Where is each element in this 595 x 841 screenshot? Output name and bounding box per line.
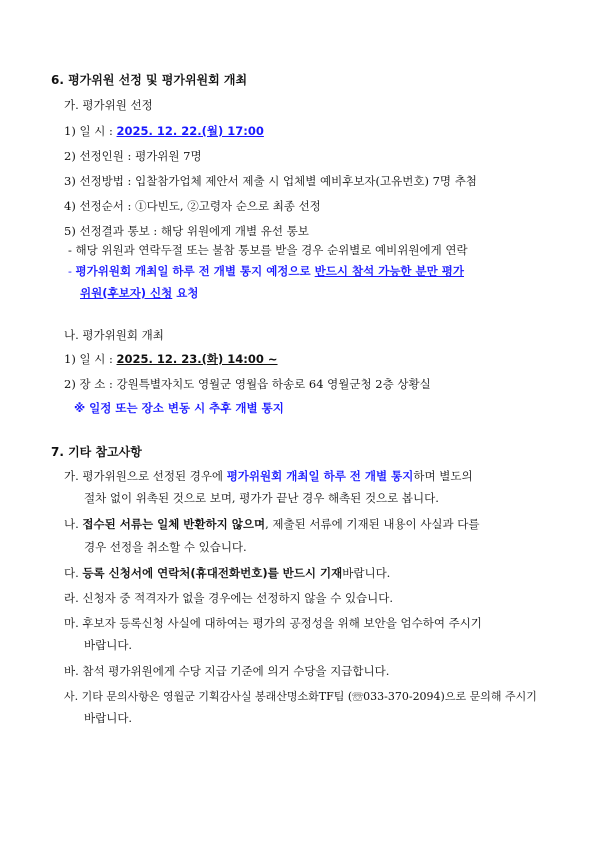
note-item-ba: [64, 664, 389, 679]
note-item-ra: [64, 591, 393, 606]
item-label: 사.: [64, 690, 79, 703]
item-text: 평가위원으로 선정된 경우에: [82, 469, 227, 483]
schedule-change-notice: ※ 일정 또는 장소 변동 시 추후 개별 통지: [74, 401, 284, 415]
item-number: 1): [64, 352, 76, 366]
note-emphasis-underlined: 위원(후보자) 신청: [80, 286, 173, 300]
item-emphasis: 평가위원회 개최일 하루 전 개별 통지: [226, 469, 414, 483]
list-item: [64, 199, 321, 214]
item-text: 장 소 : 강원특별자치도 영월군 영월읍 하송로 64 영월군청 2층 상황실: [79, 377, 431, 391]
item-text: 기타 문의사항은 영월군 기획감사실 봉래산명소화TF팀 (☏033-370-2094)으로 문의해 주시기: [81, 690, 537, 703]
item-number: 1): [64, 124, 76, 138]
note-item-ma-cont: 바랍니다.: [84, 638, 133, 652]
item-text: 바랍니다.: [342, 566, 391, 580]
item-text: 신청자 중 적격자가 없을 경우에는 선정하지 않을 수 있습니다.: [82, 591, 394, 605]
dash: -: [68, 264, 76, 278]
section-6-title: 6. 평가위원 선정 및 평가위원회 개최: [51, 73, 248, 87]
note-emphasis-underlined: 반드시 참석 가능한 분만 평가: [314, 264, 464, 278]
list-item: [64, 377, 431, 392]
item-prefix: 일 시 :: [79, 124, 117, 138]
note-item-da: [64, 566, 390, 581]
note-item-ma: [64, 616, 482, 631]
note-item-ga-cont: 절차 없이 위촉된 것으로 보며, 평가가 끝난 경우 해촉된 것으로 봅니다.: [84, 491, 439, 505]
note-line-1: - 해당 위원과 연락두절 또는 불참 통보를 받을 경우 순위별로 예비위원에게 연락: [68, 243, 468, 257]
list-item: [64, 174, 477, 189]
item-label: 나.: [64, 517, 79, 531]
item-text: 선정순서 : ①다빈도, ②고령자 순으로 최종 선정: [79, 199, 321, 213]
item-emphasis: 등록 신청서에 연락처(휴대전화번호)를 반드시 기재: [82, 566, 343, 580]
schedule-line-b1: [64, 352, 278, 367]
item-text: 참석 평가위원에게 수당 지급 기준에 의거 수당을 지급합니다.: [82, 664, 390, 678]
section-7-title: 7. 기타 참고사항: [51, 445, 142, 459]
note-emphasis: 요청: [172, 286, 199, 300]
item-text: , 제출된 서류에 기재된 내용이 사실과 다를: [265, 517, 480, 531]
note-line-2-cont: [80, 286, 199, 301]
item-number: 4): [64, 199, 76, 213]
item-label: 가.: [64, 469, 79, 483]
schedule-line-a1: [64, 124, 264, 139]
note-item-sa: [64, 689, 537, 704]
item-label: 라.: [64, 591, 79, 605]
item-emphasis: 접수된 서류는 일체 반환하지 않으며: [82, 517, 266, 531]
note-item-sa-cont: 바랍니다.: [84, 711, 133, 725]
item-text: 선정인원 : 평가위원 7명: [79, 149, 202, 163]
item-text: 후보자 등록신청 사실에 대하여는 평가의 공정성을 위해 보안을 엄수하여 주시기: [82, 616, 482, 630]
meeting-datetime: 2025. 12. 23.(화) 14:00 ~: [116, 352, 278, 366]
selection-datetime: 2025. 12. 22.(월) 17:00: [116, 124, 264, 138]
note-item-na-cont: 경우 선정을 취소할 수 있습니다.: [84, 540, 247, 554]
item-prefix: 일 시 :: [79, 352, 117, 366]
note-item-ga: [64, 469, 473, 484]
subsection-a-label: 가. 평가위원 선정: [64, 98, 153, 112]
note-emphasis: 평가위원회 개최일 하루 전 개별 통지 예정으로: [75, 264, 315, 278]
item-text: 선정방법 : 입찰참가업체 제안서 제출 시 업체별 예비후보자(고유번호) 7명 추첨: [79, 174, 477, 188]
item-number: 2): [64, 149, 76, 163]
item-text: 하며 별도의: [413, 469, 473, 483]
item-text: 선정결과 통보 : 해당 위원에게 개별 유선 통보: [79, 224, 309, 238]
note-line-2: [68, 264, 464, 279]
item-label: 다.: [64, 566, 79, 580]
item-number: 5): [64, 224, 76, 238]
item-number: 2): [64, 377, 76, 391]
list-item: [64, 224, 309, 239]
item-label: 마.: [64, 616, 79, 630]
list-item: [64, 149, 202, 164]
subsection-b-label: 나. 평가위원회 개최: [64, 328, 164, 342]
item-number: 3): [64, 174, 76, 188]
item-label: 바.: [64, 664, 79, 678]
note-item-na: [64, 517, 480, 532]
